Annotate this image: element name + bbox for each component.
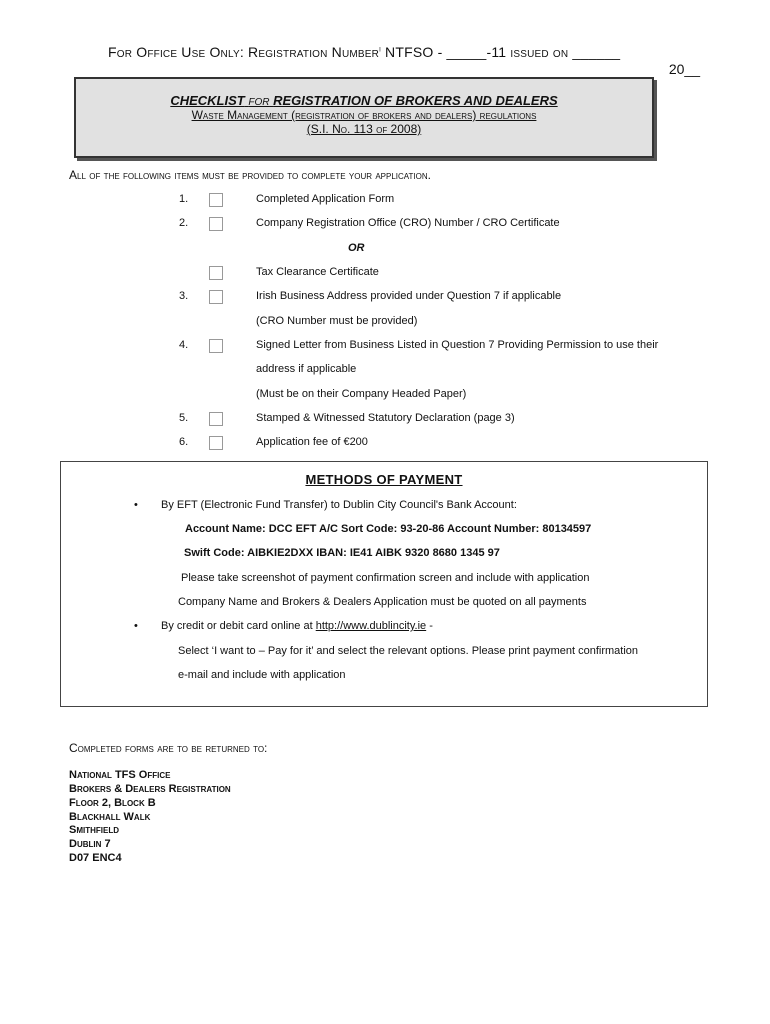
intro-text: All of the following items must be provided to complete your application. <box>69 168 431 182</box>
checklist-item-note: (Must be on their Company Headed Paper) <box>256 388 467 400</box>
or-label: OR <box>348 242 365 254</box>
card-suffix: - <box>426 620 433 632</box>
form-subtitle: Waste Management (registration of brokers and dealers) regulations <box>191 108 537 122</box>
checkbox[interactable] <box>209 412 223 426</box>
return-label: Completed forms are to be returned to: <box>69 741 268 755</box>
office-use-line <box>108 44 620 60</box>
checklist-item-label: Signed Letter from Business Listed in Question 7 Providing Permission to use their <box>256 339 659 351</box>
issued-on-label: issued on ______ <box>510 44 621 60</box>
address-line: Blackhall Walk <box>69 811 151 823</box>
address-line: National TFS Office <box>69 769 171 781</box>
title-main-text: REGISTRATION OF BROKERS AND DEALERS <box>273 93 558 108</box>
address-line: D07 ENC4 <box>69 852 122 864</box>
issued-year: 20__ <box>668 61 700 77</box>
card-prefix: By credit or debit card online at <box>161 620 316 632</box>
title-box <box>74 77 654 158</box>
bullet-icon: • <box>134 620 138 632</box>
address-line: Floor 2, Block B <box>69 797 156 809</box>
checkbox[interactable] <box>209 193 223 207</box>
checklist-item-continuation: address if applicable <box>256 363 357 375</box>
email-instruction: e-mail and include with application <box>178 669 346 681</box>
card-line <box>161 620 433 632</box>
checklist-item-label: Application fee of €200 <box>256 436 368 448</box>
form-title <box>76 93 652 108</box>
quote-instruction: Company Name and Brokers & Dealers Application must be quoted on all payments <box>178 596 587 608</box>
checklist-number: 5. <box>179 412 189 424</box>
footnote-marker: i <box>379 44 381 54</box>
form-si-number: (S.I. No. 113 of 2008) <box>306 122 422 136</box>
title-checklist: CHECKLIST <box>170 93 245 108</box>
address-line: Smithfield <box>69 824 119 836</box>
checklist-number: 1. <box>179 193 189 205</box>
checklist-item-label: Irish Business Address provided under Question 7 if applicable <box>256 290 562 302</box>
checklist-number: 6. <box>179 436 189 448</box>
payment-methods-box <box>60 461 708 707</box>
ntfso-number: NTFSO - _____-11 <box>380 44 511 60</box>
account-details: Account Name: DCC EFT A/C Sort Code: 93-20-86 Account Number: 80134597 <box>185 523 592 535</box>
eft-line: By EFT (Electronic Fund Transfer) to Dublin City Council's Bank Account: <box>161 499 517 511</box>
checklist-item-label: Company Registration Office (CRO) Number / CRO Certificate <box>256 217 560 229</box>
office-use-label: For Office Use Only: Registration Number <box>108 44 380 60</box>
title-for: FOR <box>248 97 270 108</box>
checklist-number: 4. <box>179 339 189 351</box>
checklist-number: 3. <box>179 290 189 302</box>
select-instruction: Select ‘I want to – Pay for it’ and select the relevant options. Please print payment confirmation <box>178 645 639 657</box>
checkbox[interactable] <box>209 217 223 231</box>
address-line: Brokers & Dealers Registration <box>69 783 231 795</box>
payment-title: METHODS OF PAYMENT <box>305 472 463 487</box>
checkbox[interactable] <box>209 290 223 304</box>
checkbox[interactable] <box>209 436 223 450</box>
checklist-item-label: Completed Application Form <box>256 193 395 205</box>
swift-iban: Swift Code: AIBKIE2DXX IBAN: IE41 AIBK 9320 8680 1345 97 <box>184 547 500 559</box>
dublincity-link[interactable]: http://www.dublincity.ie <box>315 620 427 632</box>
checkbox[interactable] <box>209 266 223 280</box>
screenshot-instruction: Please take screenshot of payment confirmation screen and include with application <box>181 572 590 584</box>
bullet-icon: • <box>134 499 138 511</box>
checklist-item-label: Tax Clearance Certificate <box>256 266 379 278</box>
checklist-item-note: (CRO Number must be provided) <box>256 315 418 327</box>
checklist-item-label: Stamped & Witnessed Statutory Declaration (page 3) <box>256 412 515 424</box>
checklist-number: 2. <box>179 217 189 229</box>
checkbox[interactable] <box>209 339 223 353</box>
address-line: Dublin 7 <box>69 838 111 850</box>
